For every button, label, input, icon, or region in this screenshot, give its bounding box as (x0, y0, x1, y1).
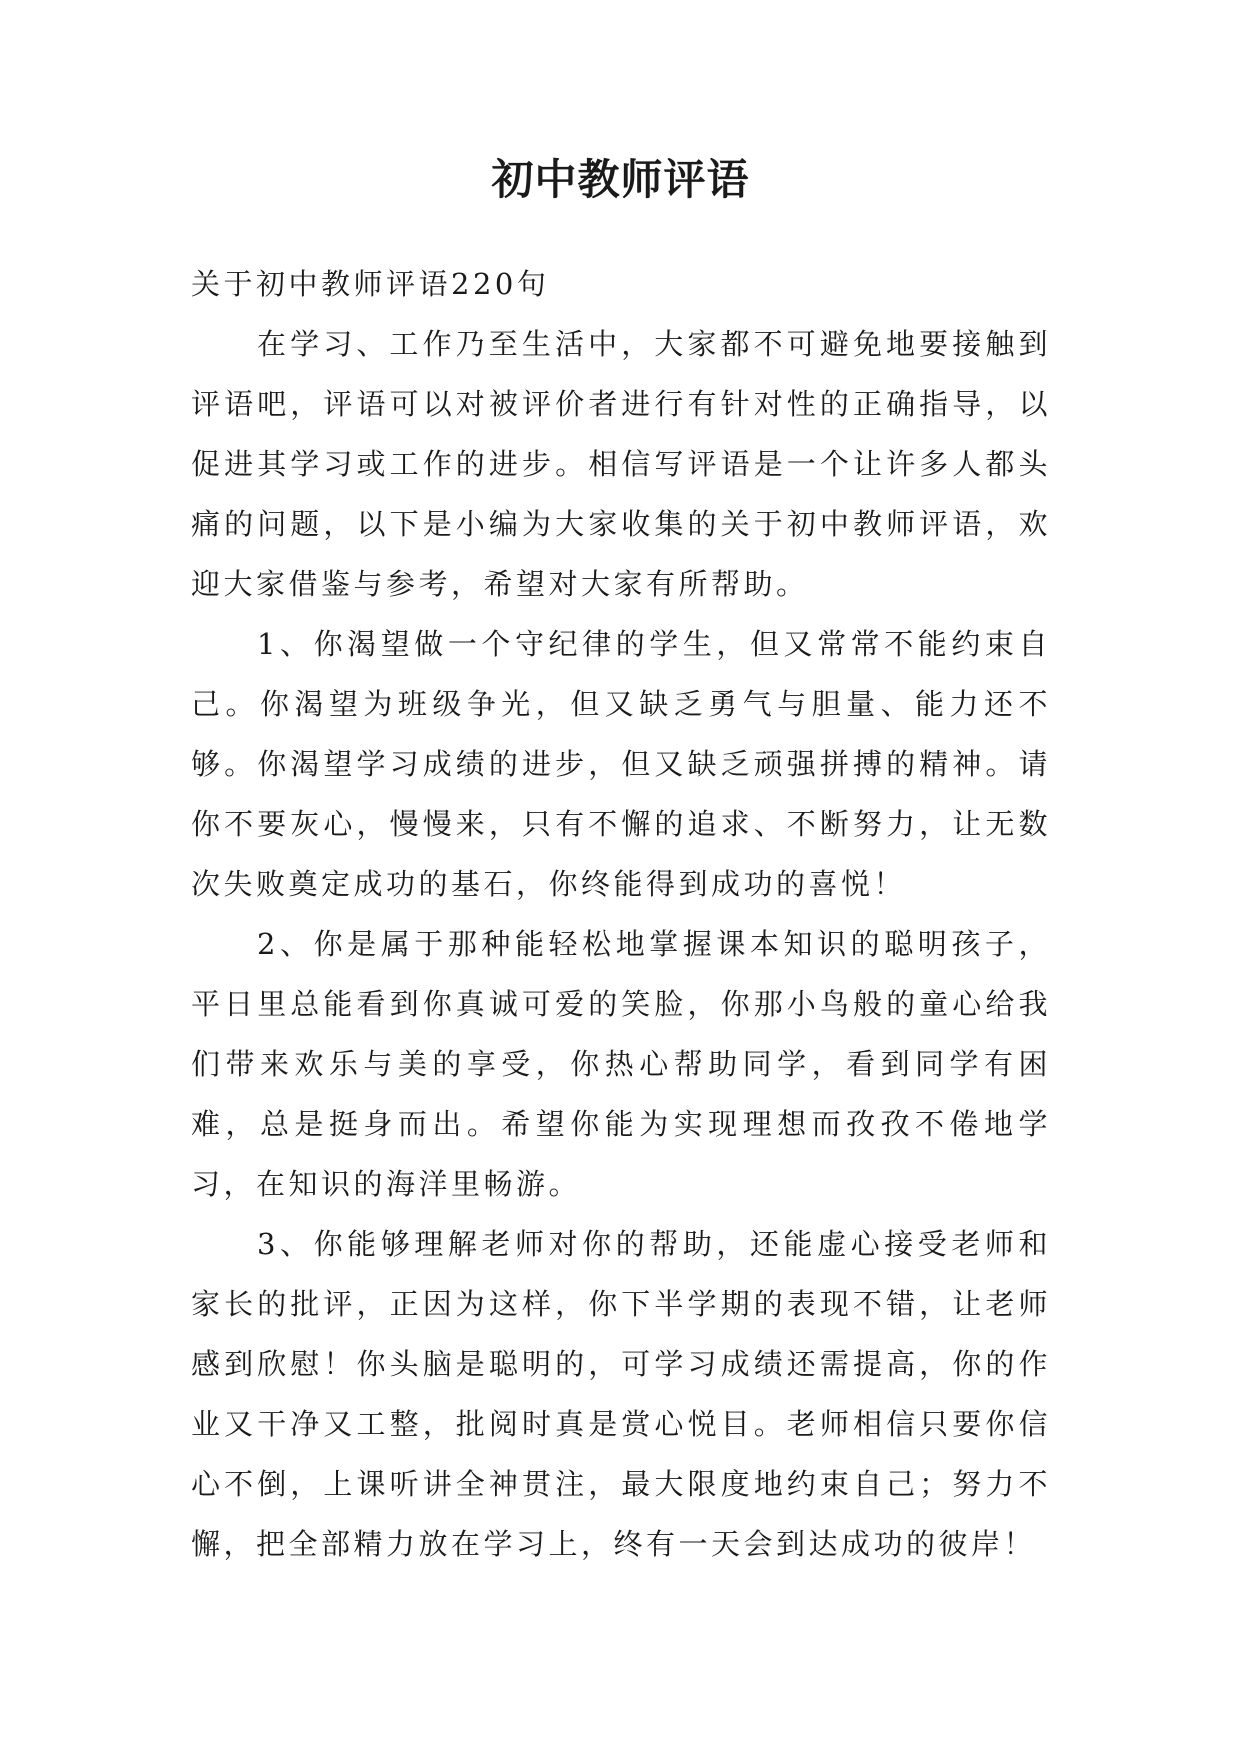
document-subtitle: 关于初中教师评语220句 (191, 267, 550, 301)
comment-item-3: 3、你能够理解老师对你的帮助，还能虚心接受老师和家长的批评，正因为这样，你下半学期的表现不错，让老师感到欣慰！你头脑是聪明的，可学习成绩还需提高，你的作业又干净又工整，批阅时真是赏心悦目。老师相信只要你信心不倒，上课听讲全神贯注，最大限度地约束自己；努力不懈，把全部精力放在学习上，终有一天会到达成功的彼岸！ (191, 1227, 1051, 1561)
comment-item-2: 2、你是属于那种能轻松地掌握课本知识的聪明孩子，平日里总能看到你真诚可爱的笑脸，你那小鸟般的童心给我们带来欢乐与美的享受，你热心帮助同学，看到同学有困难，总是挺身而出。希望你能为实现理想而孜孜不倦地学习，在知识的海洋里畅游。 (191, 927, 1051, 1201)
comment-item-1: 1、你渴望做一个守纪律的学生，但又常常不能约束自己。你渴望为班级争光，但又缺乏勇气与胆量、能力还不够。你渴望学习成绩的进步，但又缺乏顽强拼搏的精神。请你不要灰心，慢慢来，只有不懈的追求、不断努力，让无数次失败奠定成功的基石，你终能得到成功的喜悦！ (191, 627, 1051, 901)
intro-paragraph: 在学习、工作乃至生活中，大家都不可避免地要接触到评语吧，评语可以对被评价者进行有针对性的正确指导，以促进其学习或工作的进步。相信写评语是一个让许多人都头痛的问题，以下是小编为大家收集的关于初中教师评语，欢迎大家借鉴与参考，希望对大家有所帮助。 (191, 327, 1051, 601)
document-body (191, 254, 1051, 1574)
document-title: 初中教师评语 (491, 155, 750, 204)
